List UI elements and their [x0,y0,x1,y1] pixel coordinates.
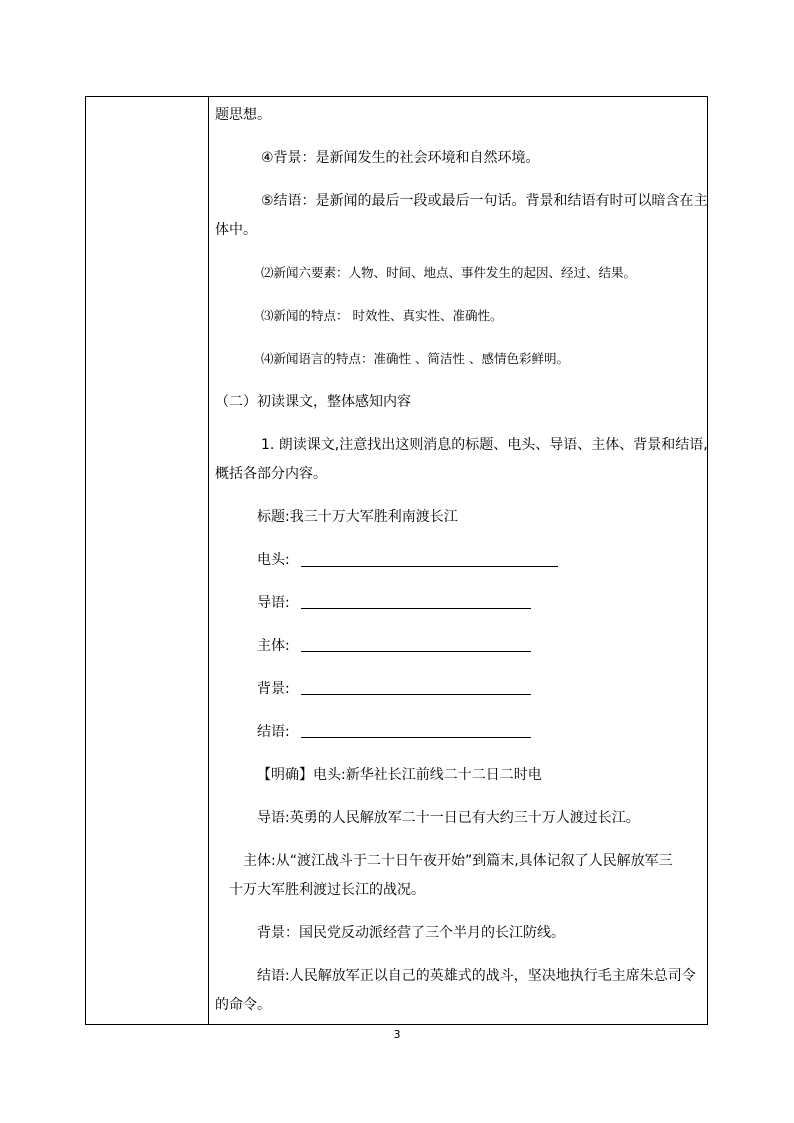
left-column-cell [86,97,209,1024]
blank-dao-yu [301,608,531,609]
blank-zhu-ti [301,651,531,652]
page-number: 3 [393,1028,401,1041]
content-table [85,96,708,1025]
text-line-language: ⑷新闻语言的特点：准确性 、简洁性 、感情色彩鲜明。 [261,351,569,366]
task-line-1: 1. 朗读课文,注意找出这则消息的标题、电头、导语、主体、背景和结语, [261,437,708,453]
field-label-dian-tou: 电头: [257,552,290,568]
answer-jie-yu-cont: 的命令。 [215,997,271,1013]
blank-bei-jing [301,694,531,695]
text-line-six-elements: ⑵新闻六要素：人物、时间、地点、事件发生的起因、经过、结果。 [261,265,637,280]
field-label-dao-yu: 导语: [257,595,290,611]
content-cell [215,97,708,1024]
title-line: 标题:我三十万大军胜利南渡长江 [257,509,458,525]
field-label-jie-yu: 结语: [257,724,290,740]
answer-jie-yu: 结语:人民解放军正以自己的英雄式的战斗，坚决地执行毛主席朱总司令 [257,968,696,984]
answer-zhu-ti: 主体:从“渡江战斗于二十日午夜开始”到篇末,具体记叙了人民解放军三 [243,853,673,869]
blank-dian-tou [301,566,558,567]
field-label-zhu-ti: 主体: [257,638,290,654]
answer-bei-jing: 背景：国民党反动派经营了三个半月的长江防线。 [257,925,565,941]
text-line-conclusion-cont: 体中。 [215,222,257,238]
section-heading: （二）初读课文，整体感知内容 [215,394,411,410]
blank-jie-yu [301,737,531,738]
text-line-features: ⑶新闻的特点： 时效性、真实性、准确性。 [261,308,503,323]
answer-zhu-ti-cont: 十万大军胜利渡过长江的战况。 [229,882,425,898]
field-label-bei-jing: 背景: [257,681,290,697]
task-line-2: 概括各部分内容。 [215,466,327,482]
text-line-background: ④背景：是新闻发生的社会环境和自然环境。 [261,150,540,166]
answer-dian-tou: 【明确】电头:新华社长江前线二十二日二时电 [257,767,542,783]
answer-dao-yu: 导语:英勇的人民解放军二十一日已有大约三十万人渡过长江。 [257,810,640,826]
text-line-1: 题思想。 [215,107,271,123]
text-line-conclusion: ⑤结语：是新闻的最后一段或最后一句话。背景和结语有时可以暗含在主 [261,193,708,209]
